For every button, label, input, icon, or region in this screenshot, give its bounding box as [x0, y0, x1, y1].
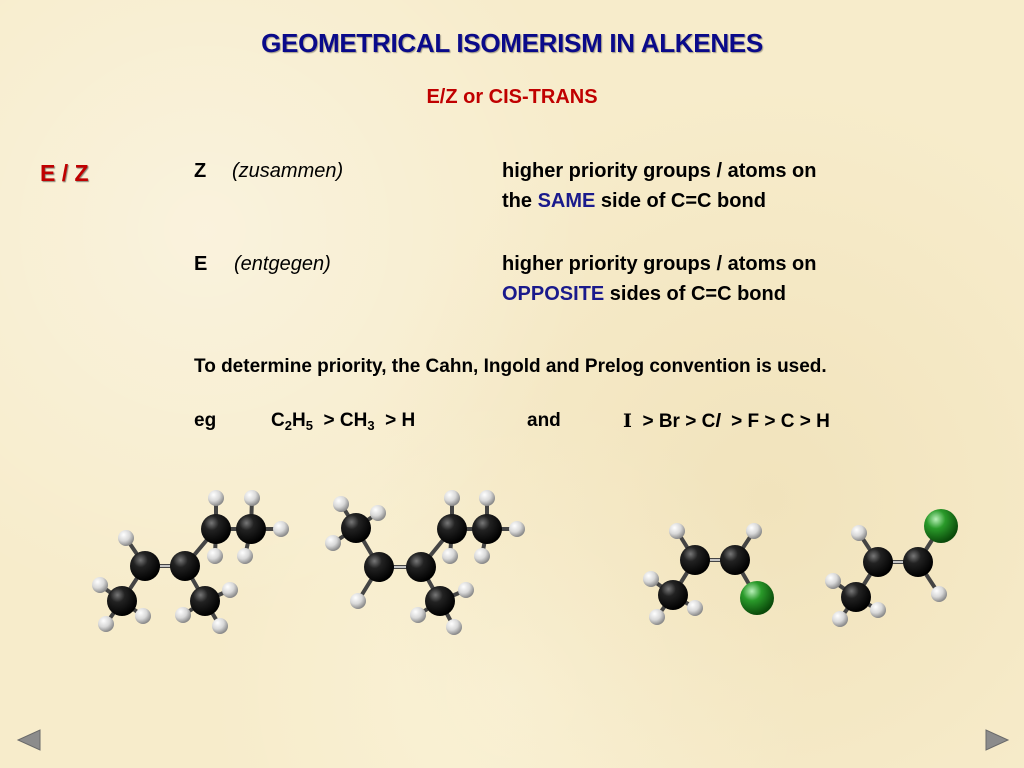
z-highlight: SAME [537, 190, 596, 212]
z-line2-pre: the [502, 190, 538, 212]
page-title: GEOMETRICAL ISOMERISM IN ALKENES [261, 28, 763, 58]
c2-label: C [271, 410, 285, 431]
z-line1: higher priority groups / atoms on [502, 160, 817, 182]
gt-h: > H [385, 410, 416, 431]
left-triangle-icon [18, 730, 40, 750]
c2-sub: 2 [284, 418, 292, 433]
e-letter: E [194, 253, 208, 275]
e-line1: higher priority groups / atoms on [502, 253, 817, 275]
ez-heading: E / Z [40, 160, 89, 186]
example-eg: eg [194, 410, 217, 431]
gt-ch3: > CH [323, 410, 368, 431]
halogen-seq-1: > Br > C [642, 411, 716, 432]
e-line2-post: sides of C=C bond [604, 283, 786, 305]
h5-label: H [291, 410, 306, 431]
halogen-seq-2: > F > C > H [731, 411, 830, 432]
prev-slide-button[interactable] [16, 728, 42, 752]
e-highlight: OPPOSITE [502, 283, 605, 305]
iodine-label: I [623, 410, 632, 432]
h5-sub: 5 [305, 418, 313, 433]
example-and: and [527, 410, 561, 431]
z-letter: Z [194, 160, 207, 182]
next-slide-button[interactable] [984, 728, 1010, 752]
z-word: (zusammen) [232, 160, 344, 182]
ch3-sub: 3 [367, 418, 375, 433]
priority-note: To determine priority, the Cahn, Ingold and Prelog convention is used. [194, 356, 827, 377]
cl-italic-l: l [715, 411, 721, 432]
page-subtitle: E/Z or CIS-TRANS [426, 86, 598, 108]
z-line2-post: side of C=C bond [595, 190, 766, 212]
molecule-e-alkyl-atoms [325, 490, 525, 635]
molecule-z-alkyl-atoms [92, 490, 289, 634]
right-triangle-icon [986, 730, 1008, 750]
e-word: (entgegen) [234, 253, 331, 275]
